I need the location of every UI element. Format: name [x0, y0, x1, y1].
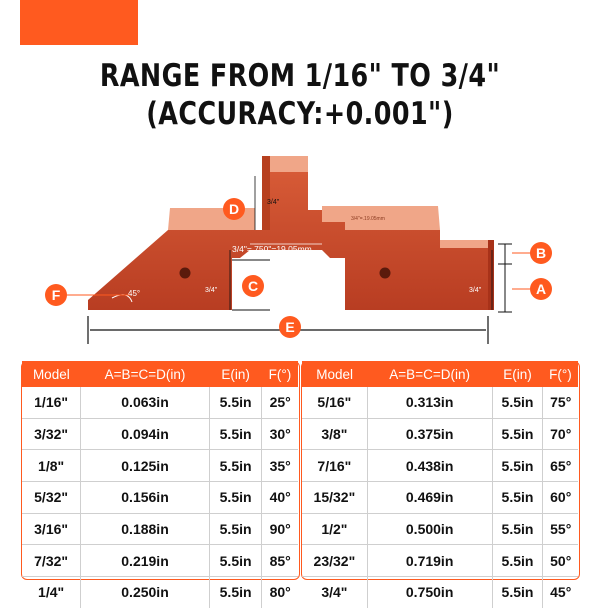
cell-size: 0.094in: [81, 418, 210, 450]
cell-size: 0.469in: [367, 482, 492, 514]
callout-a: [530, 278, 552, 300]
spec-table-right: [302, 361, 578, 608]
block-top-face-right: [440, 240, 492, 248]
cell-angle: 70°: [543, 418, 578, 450]
table-row: [22, 513, 298, 545]
cell-angle: 30°: [262, 418, 298, 450]
cell-angle: 35°: [262, 450, 298, 482]
cell-length: 5.5in: [492, 387, 543, 418]
title-line-2: (ACCURACY:+0.001"): [146, 96, 454, 132]
cell-model: 3/4": [302, 577, 367, 608]
cell-size: 0.219in: [81, 545, 210, 577]
cell-length: 5.5in: [492, 513, 543, 545]
col-model: Model: [302, 361, 367, 387]
dim-c-depth: 3/4": [205, 287, 218, 294]
table-row: [22, 482, 298, 514]
tab-left-face: [262, 156, 270, 230]
svg-text:B: B: [535, 245, 547, 261]
cell-length: 5.5in: [209, 545, 261, 577]
cell-length: 5.5in: [492, 545, 543, 577]
cell-length: 5.5in: [492, 450, 543, 482]
spec-table-left: [22, 361, 298, 608]
cell-model: 3/8": [302, 418, 367, 450]
table-row: [302, 450, 578, 482]
cell-length: 5.5in: [209, 387, 261, 418]
dim-small-slot: 3/4"=.19.05mm: [351, 216, 385, 222]
svg-text:A: A: [535, 281, 547, 297]
dim-d-depth: 3/4": [267, 199, 280, 206]
cell-length: 5.5in: [492, 418, 543, 450]
svg-text:C: C: [247, 278, 259, 294]
col-abcd: A=B=C=D(in): [81, 361, 210, 387]
cell-size: 0.719in: [367, 545, 492, 577]
table-row: [302, 577, 578, 608]
cell-angle: 90°: [262, 513, 298, 545]
cell-model: 5/32": [22, 482, 81, 514]
cell-size: 0.125in: [81, 450, 210, 482]
cell-angle: 80°: [269, 584, 291, 601]
cell-length: 5.5in: [209, 513, 261, 545]
table-row: [22, 545, 298, 577]
callout-f: [45, 284, 67, 306]
table-row: [302, 418, 578, 450]
callout-d: [223, 198, 245, 220]
cell-length: 5.5in: [209, 482, 261, 514]
table-header-row: [302, 361, 578, 387]
table-row: [302, 513, 578, 545]
cell-model: 1/2": [302, 513, 367, 545]
callout-e: [279, 316, 301, 338]
angle-label: 45°: [128, 289, 141, 298]
cell-size: 0.250in: [81, 577, 210, 608]
cell-size: 0.063in: [81, 387, 210, 418]
mounting-hole-left: [180, 268, 191, 279]
cell-angle: 40°: [262, 482, 298, 514]
svg-text:D: D: [228, 201, 240, 217]
gauge-block-diagram: [0, 140, 600, 350]
cell-length: 5.5in: [209, 450, 261, 482]
table-row: [302, 387, 578, 418]
dim-a-depth: 3/4": [469, 287, 482, 294]
cell-model: 1/8": [22, 450, 81, 482]
cell-size: 0.156in: [81, 482, 210, 514]
callout-b: [530, 242, 552, 264]
cell-length: 5.5in: [209, 577, 261, 608]
svg-text:E: E: [285, 319, 295, 335]
table-row: [22, 450, 298, 482]
cell-angle: 50°: [543, 545, 578, 577]
corner-accent: [20, 0, 138, 45]
cell-angle: 85°: [262, 545, 298, 577]
table-row: [302, 545, 578, 577]
cell-size: 0.313in: [367, 387, 492, 418]
col-e: E(in): [492, 361, 543, 387]
cell-size: 0.438in: [367, 450, 492, 482]
table-header-row: [22, 361, 298, 387]
cell-model: 3/32": [22, 418, 81, 450]
cell-length: 5.5in: [492, 577, 543, 608]
table-row: [302, 482, 578, 514]
cell-angle: 60°: [543, 482, 578, 514]
cell-length: 5.5in: [492, 482, 543, 514]
cell-model: 7/32": [22, 545, 81, 577]
block-front-face: [88, 172, 492, 310]
table-row: [22, 577, 298, 608]
cell-model: 15/32": [302, 482, 367, 514]
cell-angle: 55°: [543, 513, 578, 545]
cell-size: 0.375in: [367, 418, 492, 450]
col-e: E(in): [209, 361, 261, 387]
table-row: [22, 387, 298, 418]
cell-angle: 45°: [550, 584, 572, 601]
cell-size: 0.750in: [367, 577, 492, 608]
svg-text:F: F: [51, 287, 61, 303]
title-line-1: RANGE FROM 1/16" TO 3/4": [99, 58, 501, 94]
cell-angle: 65°: [543, 450, 578, 482]
dim-top-slot: 3/4"=.750"=19.05mm: [232, 244, 312, 254]
col-model: Model: [22, 361, 81, 387]
cell-model: 5/16": [302, 387, 367, 418]
cell-model: 3/16": [22, 513, 81, 545]
cell-size: 0.500in: [367, 513, 492, 545]
col-f: F(°): [262, 361, 298, 387]
cell-model: 7/16": [302, 450, 367, 482]
cell-model: 1/16": [22, 387, 81, 418]
mounting-hole-right: [380, 268, 391, 279]
cell-model: 23/32": [302, 545, 367, 577]
cell-angle: 25°: [262, 387, 298, 418]
cell-angle: 75°: [543, 387, 578, 418]
cell-length: 5.5in: [209, 418, 261, 450]
block-right-edge: [488, 240, 494, 310]
col-f: F(°): [543, 361, 578, 387]
callout-c: [242, 275, 264, 297]
table-row: [22, 418, 298, 450]
cell-size: 0.188in: [81, 513, 210, 545]
cell-model: 1/4": [22, 577, 81, 608]
col-abcd: A=B=C=D(in): [367, 361, 492, 387]
